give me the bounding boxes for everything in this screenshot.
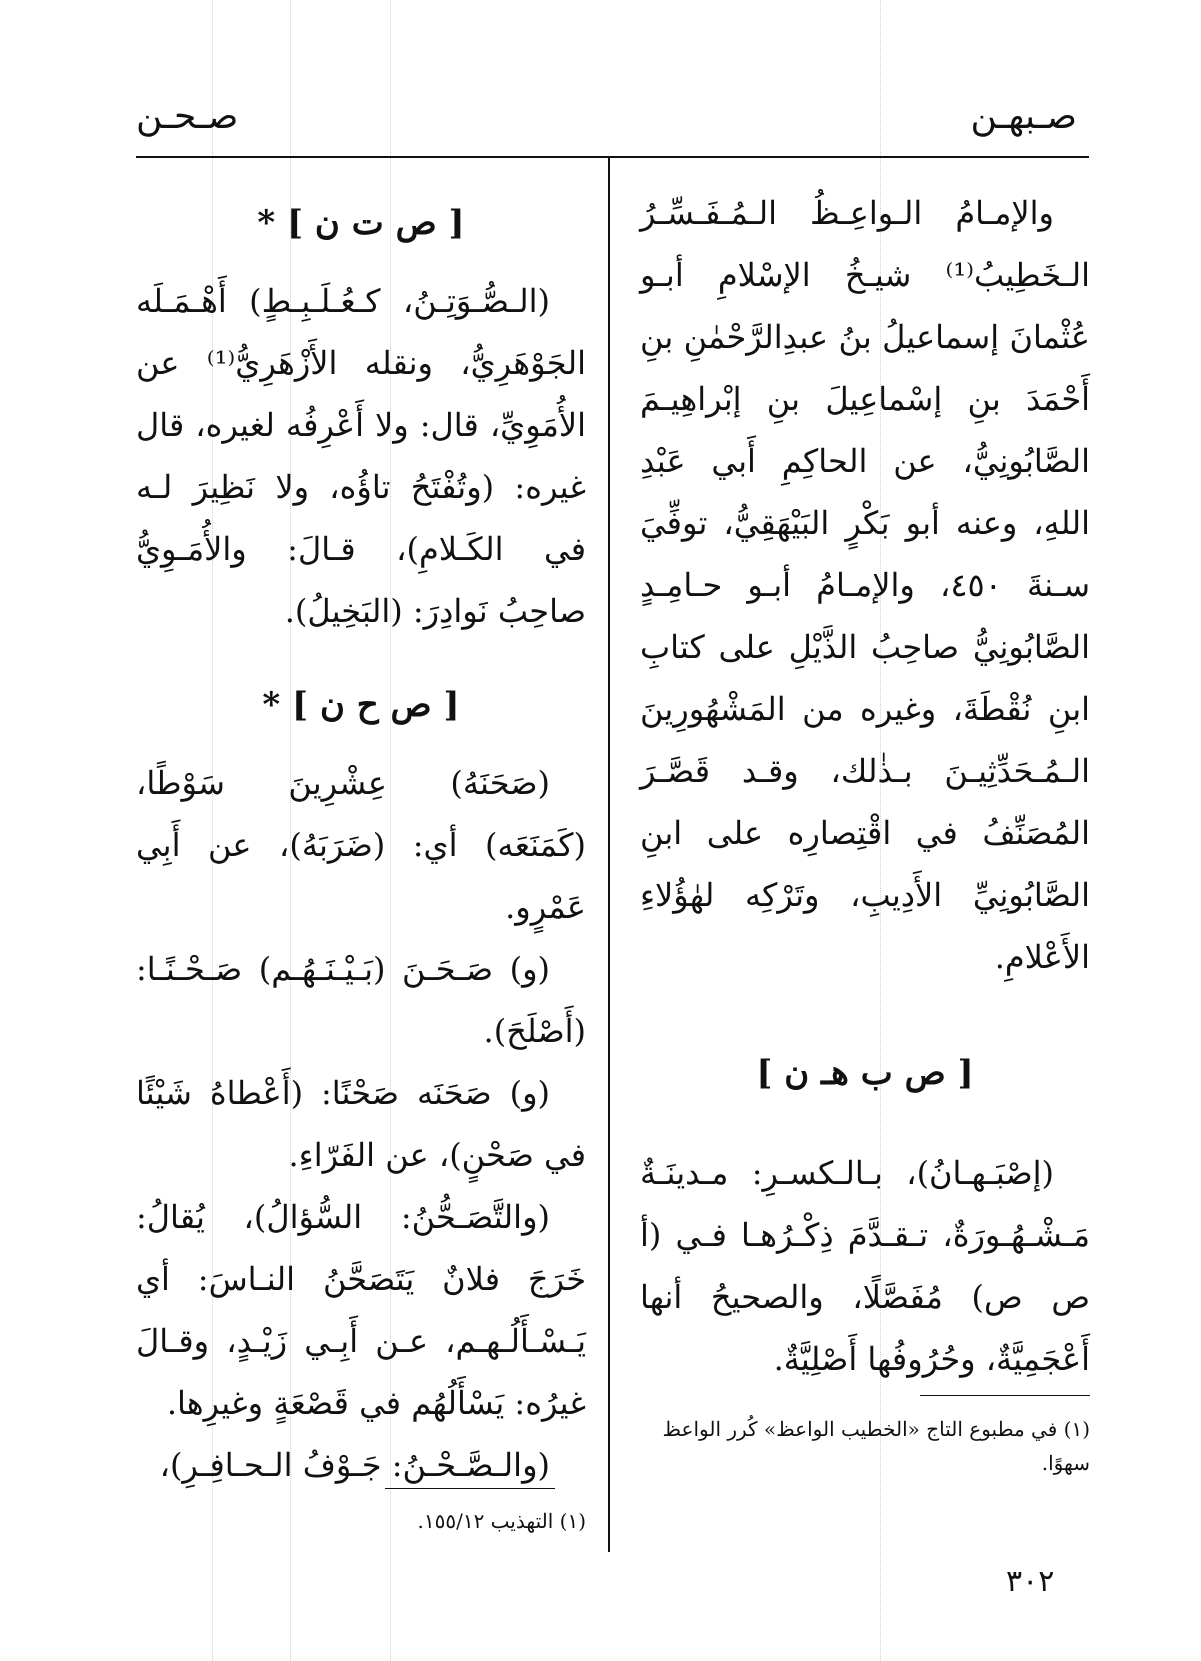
entry-paragraph: (والتَّصَـحُّنُ: السُّؤالُ)، يُقالُ: خَرَجَ فلانٌ يَتَصَحَّنُ النـاسَ: أي يَـسْـأَلُـهـم، عـن أَبِـي زَيْـدٍ، وقـالَ غيرُه: يَسْأَلُهُم في قَصْعَةٍ وغيرِها. [136,1198,586,1422]
footnote-left: (١) التهذيب ١٥٥/١٢. [417,1509,586,1533]
page-number: ٣٠٢ [1006,1564,1055,1599]
entry-paragraph: (والـصَّـحْـنُ: جَـوْفُ الـحـافِـرِ)، [159,1446,550,1484]
running-header-right: صـبهـن [970,96,1077,137]
footnote-right: (١) في مطبوع التاج «الخطيب الواعظ» كُرر الواعظ سهوًا. [662,1417,1090,1475]
entry-paragraph: (إصْبَـهـانُ)، بـالـكسـرِ: مـدينَـةٌ مَـشْـهُـورَةٌ، تـقـدَّمَ ذِكْـرُهـا فـي (أ ص ص) مُفَصَّلًا، والصحيحُ أنها أَعْجَمِيَّةٌ، وحُرُوفُها أَصْلِيَّةٌ. [640,1154,1090,1378]
footnote-rule-left [385,1488,555,1489]
header-rule [136,156,1089,158]
entry-heading: [ ص ت ن ] * [257,203,465,243]
column-divider [608,157,610,1552]
right-column [640,182,1090,1390]
running-header-left: صـحـن [136,96,239,137]
entry-paragraph: (صَحَنَهُ) عِشْرِينَ سَوْطًا، (كَمَنَعَه) أي: (ضَرَبَهُ)، عن أَبِي عَمْرٍو. [136,764,586,926]
entry-paragraph: والإمـامُ الـواعِـظُ الـمُـفَـسِّـرُ الـخَطِيبُ⁽¹⁾ شيـخُ الإسْلامِ أبـو عُثْمانَ إسماعيلُ بنُ عبدِالرَّحْمٰنِ بنِ أَحْمَدَ بنِ إسْماعِيلَ بنِ إبْراهِيـمَ الصَّابُونِيُّ، عن الحاكِمِ أَبي عَبْدِ اللهِ، وعنه أبو بَكْرٍ البَيْهَقِيُّ، توفِّيَ سـنةَ ٤٥٠، والإمـامُ أبـو حـامِـدٍ الصَّابُونِيُّ صاحِبُ الذَّيْلِ على كتابِ ابنِ نُقْطَةَ، وغيره من المَشْهُورِينَ الـمُـحَدِّثِيـنَ بـذٰلك، وقـد قَصَّـرَ المُصَنِّفُ في اقْتِصارِه على ابنِ الصَّابُونِيِّ الأَدِيبِ، وتَرْكِه لهٰؤُلاءِ الأَعْلامِ. [640,194,1091,976]
left-column [136,178,586,1496]
entry-paragraph: (و) صَحَنَه صَحْنًا: (أَعْطاهُ شَيْئًا في صَحْنٍ)، عن الفَرّاءِ. [136,1074,586,1174]
entry-paragraph: (الـصُّـوَتِـنُ، كـعُـلَـبِـطٍ) أَهْـمَـلَه الجَوْهَرِيُّ، ونقله الأَزْهَرِيُّ⁽¹⁾ عن الأُمَوِيِّ، قال: ولا أَعْرِفُه لغيره، قال غيره: (وتُفْتَحُ تاؤُه، ولا نَظِيرَ لـه في الكَـلامِ)، قـالَ: والأُمَـوِيُّ صاحِبُ نَوادِرَ: (البَخِيلُ). [136,282,586,630]
entry-paragraph: (و) صَـحَـنَ (بَـيْـنَـهُـم) صَـحْـنًـا: (أَصْلَحَ). [136,950,586,1050]
entry-heading: [ ص ح ن ] * [262,685,460,725]
entry-heading: [ ص ب هـ ن ] [756,1053,974,1093]
footnote-rule-right [920,1395,1090,1396]
